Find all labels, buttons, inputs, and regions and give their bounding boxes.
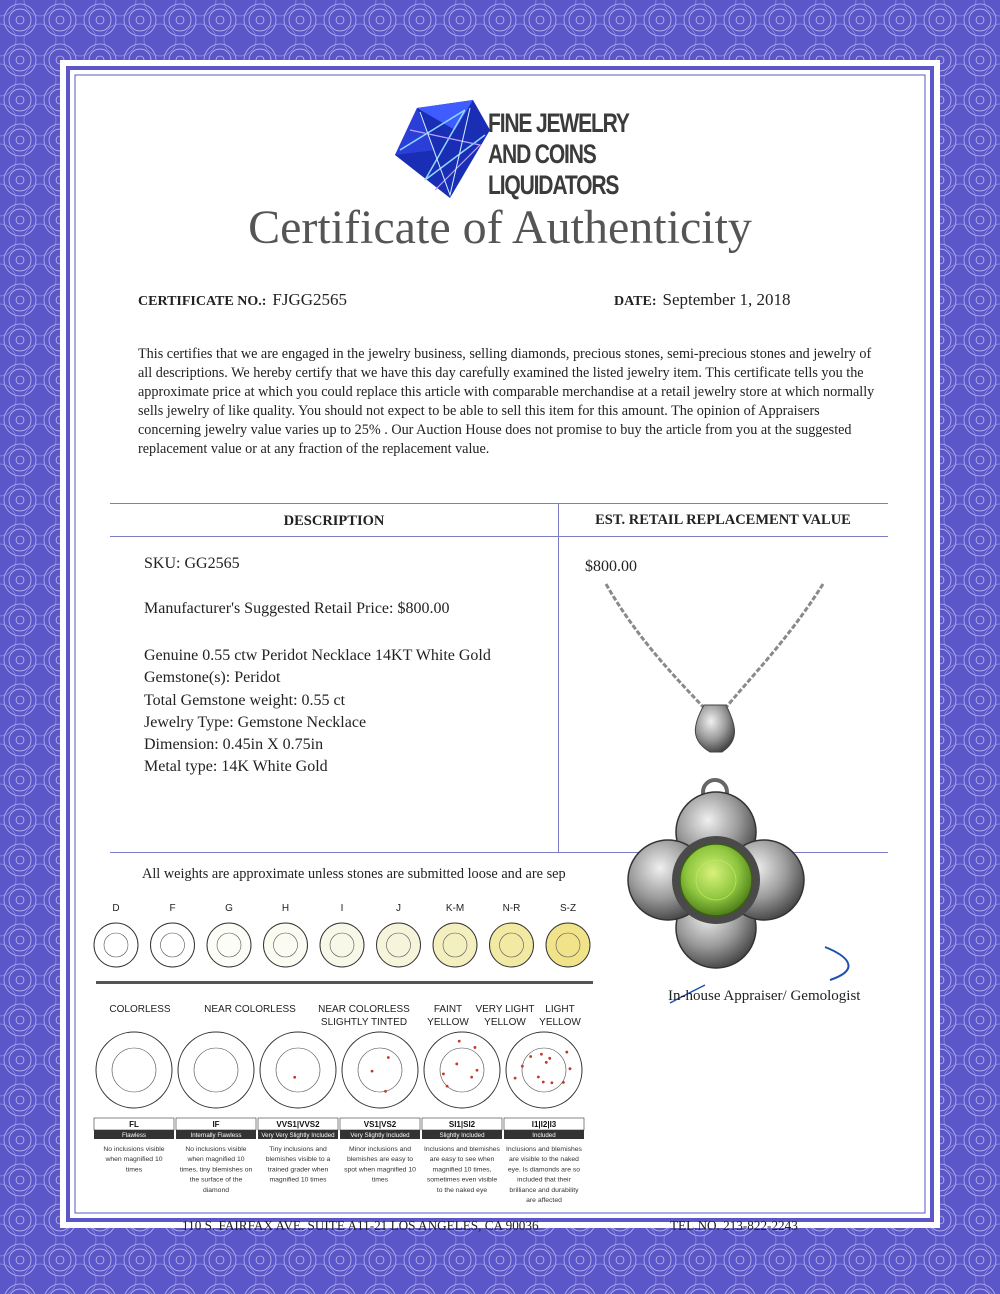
clarity-inclusion [476,1069,479,1072]
clarity-inclusion [474,1046,477,1049]
diamond-grading-chart [92,895,597,1215]
clarity-inclusion [550,1081,553,1084]
clarity-description: times [125,1166,143,1174]
clarity-diamond [260,1032,336,1108]
clarity-name: Included [532,1132,556,1139]
weights-note: All weights are approximate unless stones are submitted loose and are sep [142,866,566,882]
clarity-diamond [178,1032,254,1108]
clarity-inclusion [537,1076,540,1079]
clarity-code: SI1|SI2 [448,1120,476,1129]
color-grade-diamond [320,923,364,967]
logo-line-1: FINE JEWELRY [488,108,629,138]
clarity-description: the surface of the [189,1176,243,1184]
clarity-description: to the naked eye [436,1186,488,1194]
clarity-diamond [96,1032,172,1108]
company-logo-text [488,108,629,201]
value-header: EST. RETAIL REPLACEMENT VALUE [595,512,851,528]
clarity-description: are easy to see when [429,1156,495,1164]
detail-line: Metal type: 14K White Gold [144,758,328,776]
clarity-inclusion [387,1056,390,1059]
clarity-inclusion [565,1051,568,1054]
clarity-inclusion [529,1055,532,1058]
clarity-description: are visible to the naked [509,1156,579,1164]
logo-line-3: LIQUIDATORS [488,170,619,200]
clarity-inclusion [470,1076,473,1079]
color-group-label: YELLOW [427,1017,469,1028]
footer-address: 110 S. FAIRFAX AVE. SUITE A11-21 LOS ANGELES, CA 90036 [182,1218,539,1233]
clarity-inclusion [446,1085,449,1088]
clarity-description: included that their [517,1176,571,1184]
color-grade-diamond [377,923,421,967]
certificate-date [614,290,790,310]
clarity-code: I1|I2|I3 [531,1120,557,1129]
clarity-description: brilliance and durability [509,1186,579,1194]
table-header-rule [110,536,888,537]
detail-line: Gemstone(s): Peridot [144,669,281,687]
clarity-description: trained grader when [267,1166,329,1174]
color-group-label: NEAR COLORLESS [204,1004,296,1015]
color-grade-label: J [396,903,401,914]
color-group-label: NEAR COLORLESS [318,1004,410,1015]
clarity-inclusion [548,1057,551,1060]
clarity-inclusion [384,1090,387,1093]
color-scale-bar [96,981,593,984]
color-group-label: VERY LIGHT [475,1004,535,1015]
clarity-diamond [424,1032,500,1108]
clarity-inclusion [455,1063,458,1066]
clarity-inclusion [442,1073,445,1076]
clarity-name: Very Slightly Included [350,1132,410,1139]
certificate-number [138,290,347,310]
detail-line: Total Gemstone weight: 0.55 ct [144,691,346,709]
color-grade-diamond [433,923,477,967]
clarity-inclusion [293,1076,296,1079]
clarity-inclusion [371,1070,374,1073]
clarity-inclusion [569,1067,572,1070]
clarity-name: Slightly Included [439,1132,485,1139]
color-grade-label: H [281,903,290,914]
color-grade-diamond [546,923,590,967]
clarity-description: are affected [526,1197,562,1204]
clarity-code: IF [212,1120,220,1129]
color-group-label: LIGHT [545,1004,575,1015]
footer-phone: TEL.NO. 213-822-2243 [670,1218,798,1233]
color-grade-label: I [340,903,344,914]
color-grade-label: D [112,903,120,914]
clarity-inclusion [542,1081,545,1084]
color-grade-diamond [264,923,308,967]
color-grade-diamond [207,923,251,967]
clarity-name: Very Very Slightly Included [261,1132,335,1139]
detail-line: Genuine 0.55 ctw Peridot Necklace 14KT White Gold [144,647,491,664]
logo-line-2: AND COINS [488,139,596,169]
color-grade-label: S-Z [559,903,577,914]
certificate-number-value: FJGG2565 [272,290,347,309]
clarity-description: Minor inclusions and [349,1146,411,1153]
clarity-description: eye. Is diamonds are so [507,1166,581,1174]
table-column-divider [558,503,559,853]
clarity-description: when magnified 10 [187,1156,245,1164]
color-grade-label: F [169,903,176,914]
necklace-image [598,580,838,1000]
clarity-code: VS1|VS2 [363,1120,397,1129]
clarity-inclusion [562,1081,565,1084]
clarity-inclusion [458,1040,461,1043]
clarity-description: times [371,1176,389,1184]
clarity-code: VVS1|VVS2 [276,1120,320,1129]
clarity-description: blemishes are easy to [346,1156,414,1164]
clarity-description: blemishes visible to a [265,1156,331,1164]
clarity-description: magnified 10 times, [432,1166,492,1174]
detail-line: Dimension: 0.45in X 0.75in [144,736,324,754]
clarity-inclusion [514,1077,517,1080]
clarity-description: when magnified 10 [105,1156,163,1164]
color-grade-diamond [151,923,195,967]
msrp: Manufacturer's Suggested Retail Price: $800.00 [144,600,450,617]
clarity-description: magnified 10 times [269,1176,327,1184]
clarity-description: spot when magnified 10 [344,1166,416,1174]
clarity-inclusion [540,1053,543,1056]
clarity-diamond [342,1032,418,1108]
clarity-description: No inclusions visible [185,1146,247,1153]
clarity-description: times, tiny blemishes on [179,1166,253,1174]
detail-line: Jewelry Type: Gemstone Necklace [144,713,367,731]
date-label: DATE: [614,294,657,309]
clarity-name: Internally Flawless [190,1132,242,1139]
clarity-inclusion [545,1061,548,1064]
intro-paragraph: This certifies that we are engaged in the jewelry business, selling diamonds, precious stones, semi-precious stones and jewelry of all descriptions. We hereby certify that we have this day carefully examined the listed jewelry item. This certificate tells you the approximate price at which you could replace this article with comparable merchandise at a retail jewelry store at which normally sells jewelry of like quality. You should not expect to be able to sell this item for this amount. The opinion of Appraisers concerning jewelry value varies up to 25% . Our Auction House does not promise to buy the article from you at the suggested replacement value or at any fraction of the replacement value. [138,346,875,457]
clarity-description: sometimes even visible [426,1176,498,1184]
clarity-description: No inclusions visible [103,1146,165,1153]
clarity-description: Inclusions and blemishes [506,1146,582,1153]
color-grade-label: K-M [445,903,465,914]
color-group-label: FAINT [433,1004,463,1015]
clarity-inclusion [521,1065,524,1068]
sku: SKU: GG2565 [144,555,240,572]
date-value: September 1, 2018 [662,290,791,309]
color-grade-diamond [94,923,138,967]
color-group-label: YELLOW [539,1017,581,1028]
clarity-description: diamond [202,1186,230,1194]
color-grade-label: N-R [502,903,521,914]
clarity-diamond [506,1032,582,1108]
appraiser-title: In-house Appraiser/ Gemologist [668,988,861,1004]
clarity-description: Tiny inclusions and [269,1146,327,1153]
color-group-label: COLORLESS [109,1004,171,1015]
item-details [144,645,491,779]
page-title: Certificate of Authenticity [248,201,752,254]
color-group-label: YELLOW [484,1017,526,1028]
clarity-code: FL [129,1120,139,1129]
color-grade-label: G [225,903,233,914]
certificate-number-label: CERTIFICATE NO.: [138,294,267,309]
description-header: DESCRIPTION [283,513,385,529]
color-group-label: SLIGHTLY TINTED [320,1017,408,1028]
color-grade-diamond [490,923,534,967]
clarity-description: Inclusions and blemishes [424,1146,500,1153]
replacement-value: $800.00 [585,558,637,575]
table-top-rule [110,503,888,504]
clarity-name: Flawless [121,1132,147,1139]
